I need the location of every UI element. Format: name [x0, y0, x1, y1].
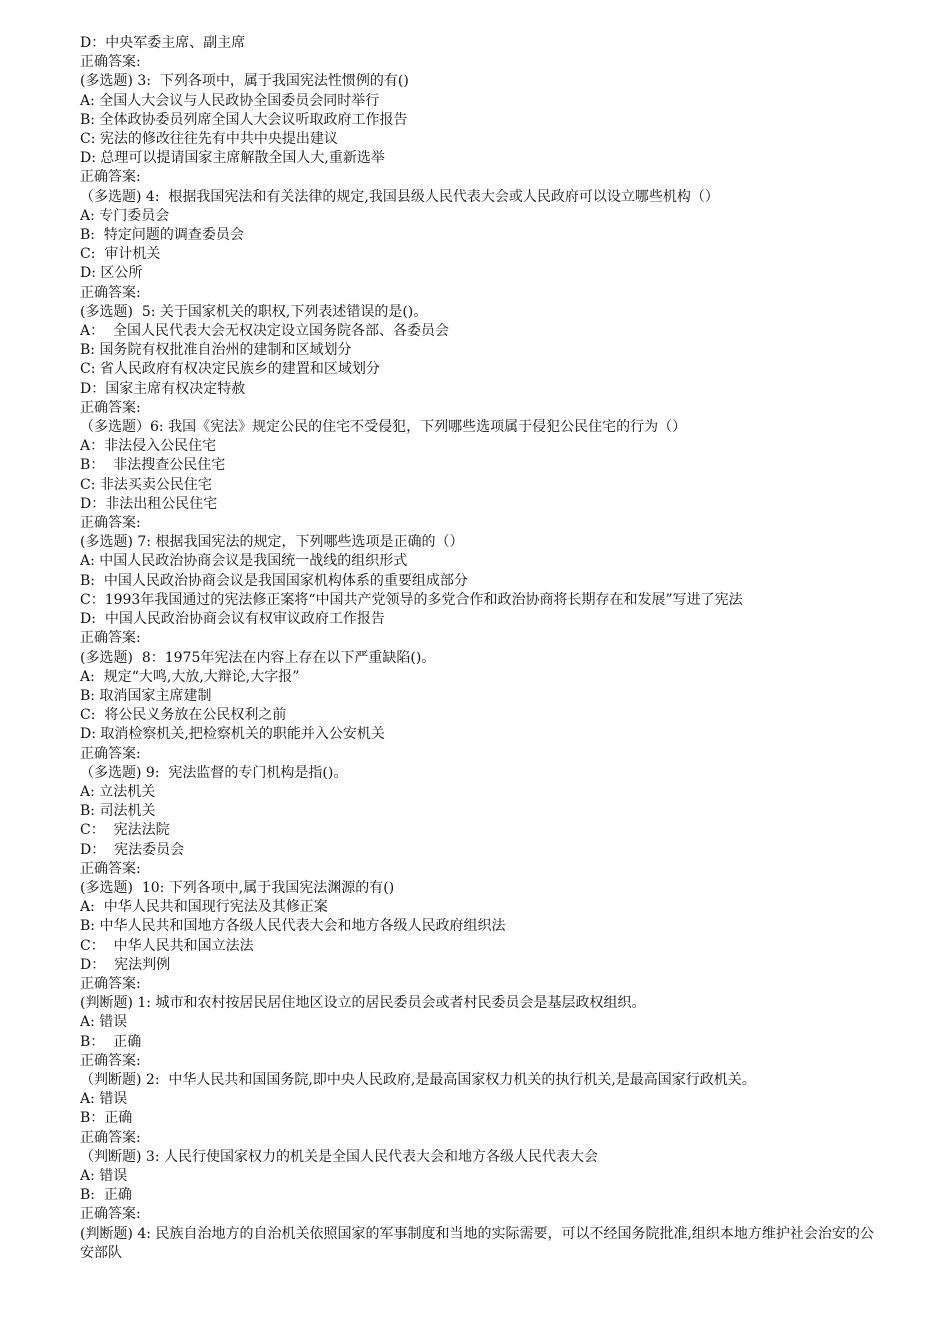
text-line: (多选题) 10: 下列各项中,属于我国宪法渊源的有(): [80, 879, 395, 896]
text-line: (多选题) 8：1975年宪法在内容上存在以下严重缺陷()。: [80, 649, 436, 666]
text-line: 正确答案:: [80, 860, 141, 877]
text-line: C: 宪法的修改往往先有中共中央提出建议: [80, 131, 338, 148]
text-line: B: 中国人民政治协商会议是我国国家机构体系的重要组成部分: [80, 572, 468, 589]
text-line: C： 宪法法院: [80, 822, 170, 839]
text-line: A: 错误: [80, 1014, 128, 1031]
text-line: B: 取消国家主席建制: [80, 687, 212, 704]
text-line: A: 立法机关: [80, 783, 156, 800]
text-line: 正确答案:: [80, 1052, 141, 1069]
text-line: （判断题) 2: 中华人民共和国国务院,即中央人民政府,是最高国家权力机关的执行机关,是最高国家行政机关。: [80, 1071, 756, 1088]
text-line: （多选题) 4: 根据我国宪法和有关法律的规定,我国县级人民代表大会或人民政府可以设立哪些机构（）: [80, 188, 719, 205]
text-line: 正确答案:: [80, 284, 141, 301]
text-line: D: 中国人民政治协商会议有权审议政府工作报告: [80, 611, 385, 628]
text-line: B: 司法机关: [80, 803, 156, 820]
text-line: D：中央军委主席、副主席: [80, 35, 246, 51]
text-line: A: 中国人民政治协商会议是我国统一战线的组织形式: [80, 553, 408, 570]
text-line: (多选题) 5: 关于国家机关的职权,下列表述错误的是()。: [80, 303, 428, 320]
text-line: B: 特定问题的调查委员会: [80, 227, 244, 244]
document-body: [80, 34, 880, 1263]
text-line: D： 宪法委员会: [80, 841, 185, 858]
text-line: D：国家主席有权决定特赦: [80, 380, 246, 397]
text-line: B： 正确: [80, 1033, 142, 1050]
text-line: A: 专门委员会: [80, 207, 170, 224]
text-line: D: 区公所: [80, 265, 143, 282]
text-line: D: 取消检察机关,把检察机关的职能并入公安机关: [80, 726, 385, 743]
text-line: (判断题) 1: 城市和农村按居民居住地区设立的居民委员会或者村民委员会是基层政权组织。: [80, 995, 646, 1012]
text-line: B: 中华人民共和国地方各级人民代表大会和地方各级人民政府组织法: [80, 918, 506, 935]
text-line: A: 规定“大鸣,大放,大辩论,大字报”: [80, 668, 300, 685]
text-line: A: 中华人民共和国现行宪法及其修正案: [80, 899, 328, 916]
text-line: （多选题）6: 我国《宪法》规定公民的住宅不受侵犯，下列哪些选项属于侵犯公民住宅的行为（）: [80, 419, 687, 436]
text-line: （判断题) 3: 人民行使国家权力的机关是全国人民代表大会和地方各级人民代表大会: [80, 1148, 598, 1165]
text-line: B： 非法搜查公民住宅: [80, 457, 226, 474]
text-line: 正确答案:: [80, 1206, 141, 1223]
text-line: 正确答案:: [80, 745, 141, 762]
text-line: C：1993年我国通过的宪法修正案将“中国共产党领导的多党合作和政治协商将长期存在和发展”写进了宪法: [80, 591, 743, 608]
text-line: (判断题) 4: 民族自治地方的自治机关依照国家的军事制度和当地的实际需要，可以不经国务院批准,组织本地方维护社会治安的公安部队: [80, 1225, 874, 1261]
text-line: A: 错误: [80, 1167, 128, 1184]
text-line: C： 中华人民共和国立法法: [80, 937, 254, 954]
text-line: 正确答案:: [80, 54, 141, 71]
text-line: A：非法侵入公民住宅: [80, 438, 217, 455]
text-line: 正确答案:: [80, 1129, 141, 1146]
text-line: 正确答案:: [80, 169, 141, 186]
text-line: B：正确: [80, 1110, 133, 1127]
text-line: (多选题) 3: 下列各项中，属于我国宪法性惯例的有(): [80, 73, 409, 90]
text-line: C: 将公民义务放在公民权利之前: [80, 707, 287, 724]
text-line: D: 总理可以提请国家主席解散全国人大,重新选举: [80, 150, 385, 167]
text-line: C: 审计机关: [80, 246, 161, 263]
text-line: A： 全国人民代表大会无权决定设立国务院各部、各委员会: [80, 323, 450, 340]
text-line: 正确答案:: [80, 515, 141, 532]
text-line: D： 宪法判例: [80, 956, 171, 973]
text-line: 正确答案:: [80, 630, 141, 647]
text-line: (多选题) 7: 根据我国宪法的规定，下列哪些选项是正确的（）: [80, 534, 464, 551]
text-line: A: 错误: [80, 1091, 128, 1108]
text-line: 正确答案:: [80, 399, 141, 416]
text-line: B: 国务院有权批准自治州的建制和区域划分: [80, 342, 352, 359]
text-line: A: 全国人大会议与人民政协全国委员会同时举行: [80, 92, 380, 109]
text-line: C: 非法买卖公民住宅: [80, 476, 212, 493]
text-line: B: 全体政协委员列席全国人大会议听取政府工作报告: [80, 111, 408, 128]
text-line: C: 省人民政府有权决定民族乡的建置和区域划分: [80, 361, 380, 378]
text-line: B: 正确: [80, 1187, 132, 1204]
text-line: 正确答案:: [80, 975, 141, 992]
text-line: D：非法出租公民住宅: [80, 495, 218, 512]
text-line: （多选题) 9: 宪法监督的专门机构是指()。: [80, 764, 348, 781]
